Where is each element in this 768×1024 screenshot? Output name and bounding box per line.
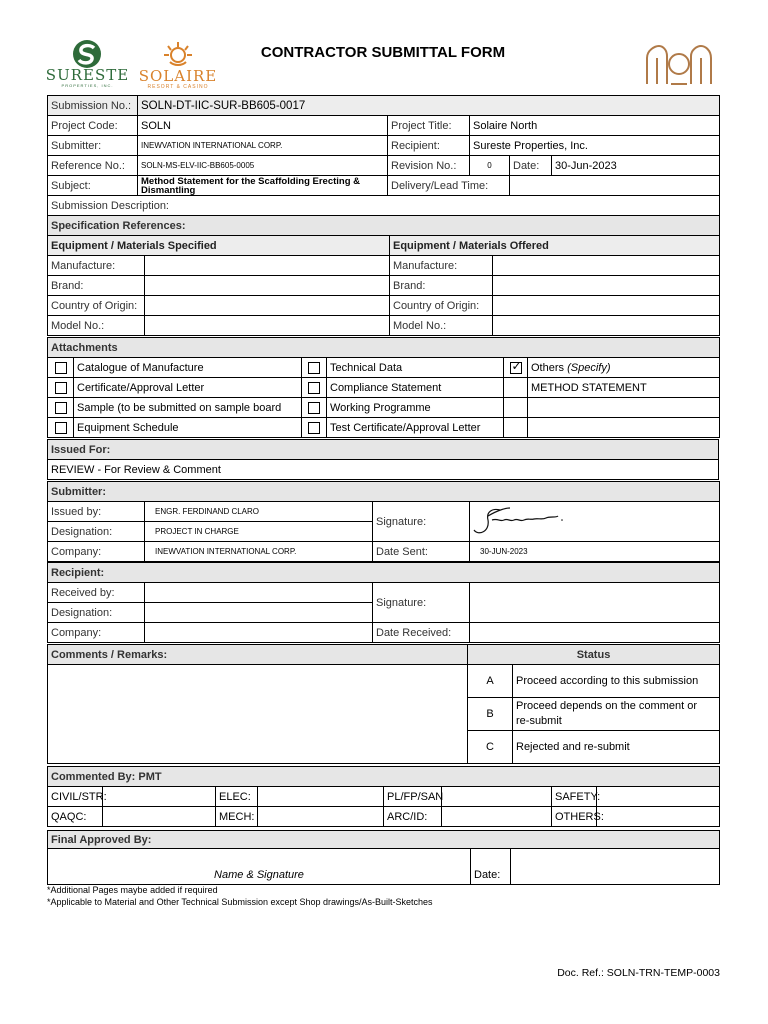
offered-origin-value [493,296,720,316]
recipient-company-label: Company: [48,623,145,643]
comments-status-table [47,644,720,764]
status-text-a: Proceed according to this submission [513,665,720,698]
comments-title: Comments / Remarks: [48,645,468,665]
date-sent-value: 30-JUN-2023 [470,542,720,562]
recipient-signature-label: Signature: [373,583,470,623]
status-code-b: B [468,698,513,731]
offered-model-value [493,316,720,336]
handwritten-signature-icon [470,502,580,540]
solaire-sun-icon [133,38,223,68]
elec-value [258,787,384,807]
recipient-designation-label: Designation: [48,603,145,623]
technical-data-checkbox[interactable] [308,362,320,374]
mech-label: MECH: [216,807,258,827]
doc-ref: Doc. Ref.: SOLN-TRN-TEMP-0003 [557,967,720,979]
page-title: CONTRACTOR SUBMITTAL FORM [260,44,506,61]
others-label: Others (Specify) [528,358,720,378]
submitter-label: Submitter: [48,136,138,156]
signature-label: Signature: [373,502,470,542]
safety-value [597,787,720,807]
date-sent-label: Date Sent: [373,542,470,562]
civil-str-label: CIVIL/STR: [48,787,103,807]
date-label: Date: [510,156,552,176]
recipient-company-value [145,623,373,643]
specification-table [47,215,720,336]
recipient-block-table [47,562,720,643]
subject-value: Method Statement for the Scaffolding Erecting & Dismantling [138,176,388,196]
submission-description-label: Submission Description: [48,196,720,216]
pl-fp-san-label: PL/FP/SAN [384,787,442,807]
civil-str-value [103,787,216,807]
spec-title: Specification References: [48,216,720,236]
received-by-value [145,583,373,603]
solaire-logo: SOLAIRE RESORT & CASINO [133,38,223,90]
submitter-block-table [47,481,720,562]
final-date-label: Date: [471,849,511,885]
status-code-c: C [468,731,513,764]
spec-manufacture-label: Manufacture: [48,256,145,276]
arc-id-label: ARC/ID: [384,807,442,827]
working-programme-checkbox[interactable] [308,402,320,414]
commented-by-table [47,766,720,827]
designation-label: Designation: [48,522,145,542]
technical-data-label: Technical Data [327,358,504,378]
spec-brand-label: Brand: [48,276,145,296]
spec-brand-value [145,276,390,296]
submission-no-label: Submission No.: [48,96,138,116]
final-approval-title: Final Approved By: [48,831,720,849]
spec-origin-value [145,296,390,316]
others-checkbox[interactable] [510,362,522,374]
offered-origin-label: Country of Origin: [390,296,493,316]
status-title: Status [468,645,720,665]
offered-brand-value [493,276,720,296]
offered-manufacture-value [493,256,720,276]
sample-checkbox[interactable] [55,402,67,414]
materials-offered-title: Equipment / Materials Offered [390,236,720,256]
attachments-table [47,337,720,438]
offered-model-label: Model No.: [390,316,493,336]
company-label: Company: [48,542,145,562]
sureste-logo: SURESTE PROPERTIES, INC. [45,40,130,88]
project-title-value: Solaire North [470,116,720,136]
qaqc-label: QAQC: [48,807,103,827]
designation-value: PROJECT IN CHARGE [145,522,373,542]
status-code-a: A [468,665,513,698]
commented-by-title: Commented By: PMT [48,767,720,787]
certificate-label: Certificate/Approval Letter [74,378,302,398]
signature-value [470,502,720,542]
catalogue-label: Catalogue of Manufacture [74,358,302,378]
equipment-schedule-checkbox[interactable] [55,422,67,434]
catalogue-checkbox[interactable] [55,362,67,374]
offered-brand-label: Brand: [390,276,493,296]
others-pmt-label: OTHERS: [552,807,597,827]
comments-area [48,665,468,764]
spec-manufacture-value [145,256,390,276]
reference-no-value: SOLN-MS-ELV-IIC-BB605-0005 [138,156,388,176]
subject-label: Subject: [48,176,138,196]
issued-by-value: ENGR. FERDINAND CLARO [145,502,373,522]
test-certificate-label: Test Certificate/Approval Letter [327,418,504,438]
status-text-c: Rejected and re-submit [513,731,720,764]
working-programme-label: Working Programme [327,398,504,418]
final-date-value [511,849,720,885]
equipment-schedule-label: Equipment Schedule [74,418,302,438]
reference-no-label: Reference No.: [48,156,138,176]
compliance-label: Compliance Statement [327,378,504,398]
recipient-signature-value [470,583,720,623]
mech-value [258,807,384,827]
issued-for-table [47,439,719,480]
issued-by-label: Issued by: [48,502,145,522]
issued-for-value: REVIEW - For Review & Comment [48,460,719,480]
name-signature-label: Name & Signature [48,849,471,885]
spec-origin-label: Country of Origin: [48,296,145,316]
test-certificate-checkbox[interactable] [308,422,320,434]
submission-info-table [47,95,720,216]
others-pmt-value [597,807,720,827]
recipient-block-title: Recipient: [48,563,720,583]
materials-specified-title: Equipment / Materials Specified [48,236,390,256]
date-received-value [470,623,720,643]
offered-manufacture-label: Manufacture: [390,256,493,276]
attachments-title: Attachments [48,338,720,358]
pl-fp-san-value [442,787,552,807]
footnote-2: *Applicable to Material and Other Technical Submission except Shop drawings/As-Built-Sketches [47,897,433,907]
submitter-value: INEWVATION INTERNATIONAL CORP. [138,136,388,156]
compliance-checkbox[interactable] [308,382,320,394]
elec-label: ELEC: [216,787,258,807]
emblem-icon [643,44,715,88]
project-code-label: Project Code: [48,116,138,136]
revision-no-value: 0 [470,156,510,176]
spec-model-value [145,316,390,336]
certificate-checkbox[interactable] [55,382,67,394]
qaqc-value [103,807,216,827]
status-text-b: Proceed depends on the comment or re-submit [513,698,720,731]
footnote-1: *Additional Pages maybe added if required [47,885,218,895]
delivery-value [510,176,720,196]
revision-no-label: Revision No.: [388,156,470,176]
received-by-label: Received by: [48,583,145,603]
recipient-label: Recipient: [388,136,470,156]
recipient-value: Sureste Properties, Inc. [470,136,720,156]
submitter-block-title: Submitter: [48,482,720,502]
final-approval-table [47,830,720,885]
date-received-label: Date Received: [373,623,470,643]
company-value: INEWVATION INTERNATIONAL CORP. [145,542,373,562]
arc-id-value [442,807,552,827]
delivery-label: Delivery/Lead Time: [388,176,510,196]
safety-label: SAFETY: [552,787,597,807]
sample-label: Sample (to be submitted on sample board [74,398,302,418]
submission-no-value: SOLN-DT-IIC-SUR-BB605-0017 [138,96,720,116]
others-value: METHOD STATEMENT [528,378,720,398]
date-value: 30-Jun-2023 [552,156,720,176]
project-code-value: SOLN [138,116,388,136]
project-title-label: Project Title: [388,116,470,136]
spec-model-label: Model No.: [48,316,145,336]
issued-for-title: Issued For: [48,440,719,460]
recipient-designation-value [145,603,373,623]
